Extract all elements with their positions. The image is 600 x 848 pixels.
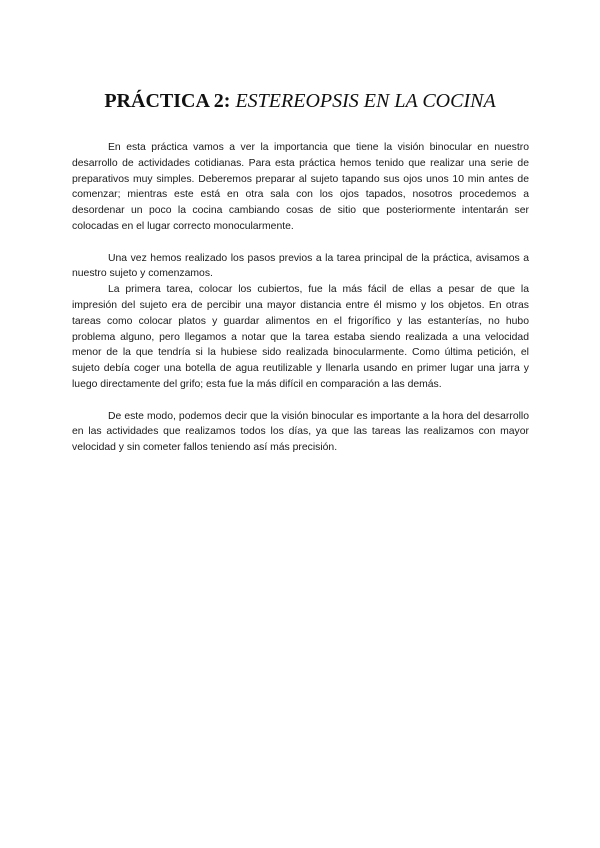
- title-main: PRÁCTICA 2:: [104, 90, 231, 112]
- paragraph-conclusion: De este modo, podemos decir que la visión binocular es importante a la hora del desarrollo en las actividades que realizamos todos los días, ya que las tareas las realizamos con mayor velocidad y sin cometer fallos teniendo así más precisión.: [72, 410, 529, 454]
- paragraph-steps: Una vez hemos realizado los pasos previos a la tarea principal de la práctica, avisamos a nuestro sujeto y comenzamos.: [72, 252, 529, 280]
- paragraph-tasks: La primera tarea, colocar los cubiertos, fue la más fácil de ellas a pesar de que la impresión del sujeto era de percibir una mayor distancia entre él mismo y los objetos. En otras tareas como colocar platos y guardar alimentos en el frigorífico y las estanterías, no hubo problema alguno, pero llegamos a notar que la tarea estaba siendo realizada a una velocidad menor de la que tendría si la hubiese sido realizada binocularmente. Como última petición, el sujeto debía coger una botella de agua reutilizable y llenarla usando en primer lugar una jarra y luego directamente del grifo; esta fue la más difícil en comparación a las demás.: [72, 284, 529, 390]
- paragraph-intro: En esta práctica vamos a ver la importancia que tiene la visión binocular en nuestro desarrollo de actividades cotidianas. Para esta práctica hemos tenido que realizar una serie de preparativos muy simples. Deberemos preparar al sujeto tapando sus ojos unos 10 min antes de comenzar; mientras este está en otra sala con los ojos tapados, nosotros procedemos a desordenar un poco la cocina cambiando cosas de sitio que posteriormente intentarán ser colocadas en el lugar correcto monocularmente.: [72, 142, 529, 232]
- page-title: [0, 90, 600, 113]
- document-body: [72, 140, 529, 456]
- title-subtitle: ESTEREOPSIS EN LA COCINA: [235, 90, 496, 112]
